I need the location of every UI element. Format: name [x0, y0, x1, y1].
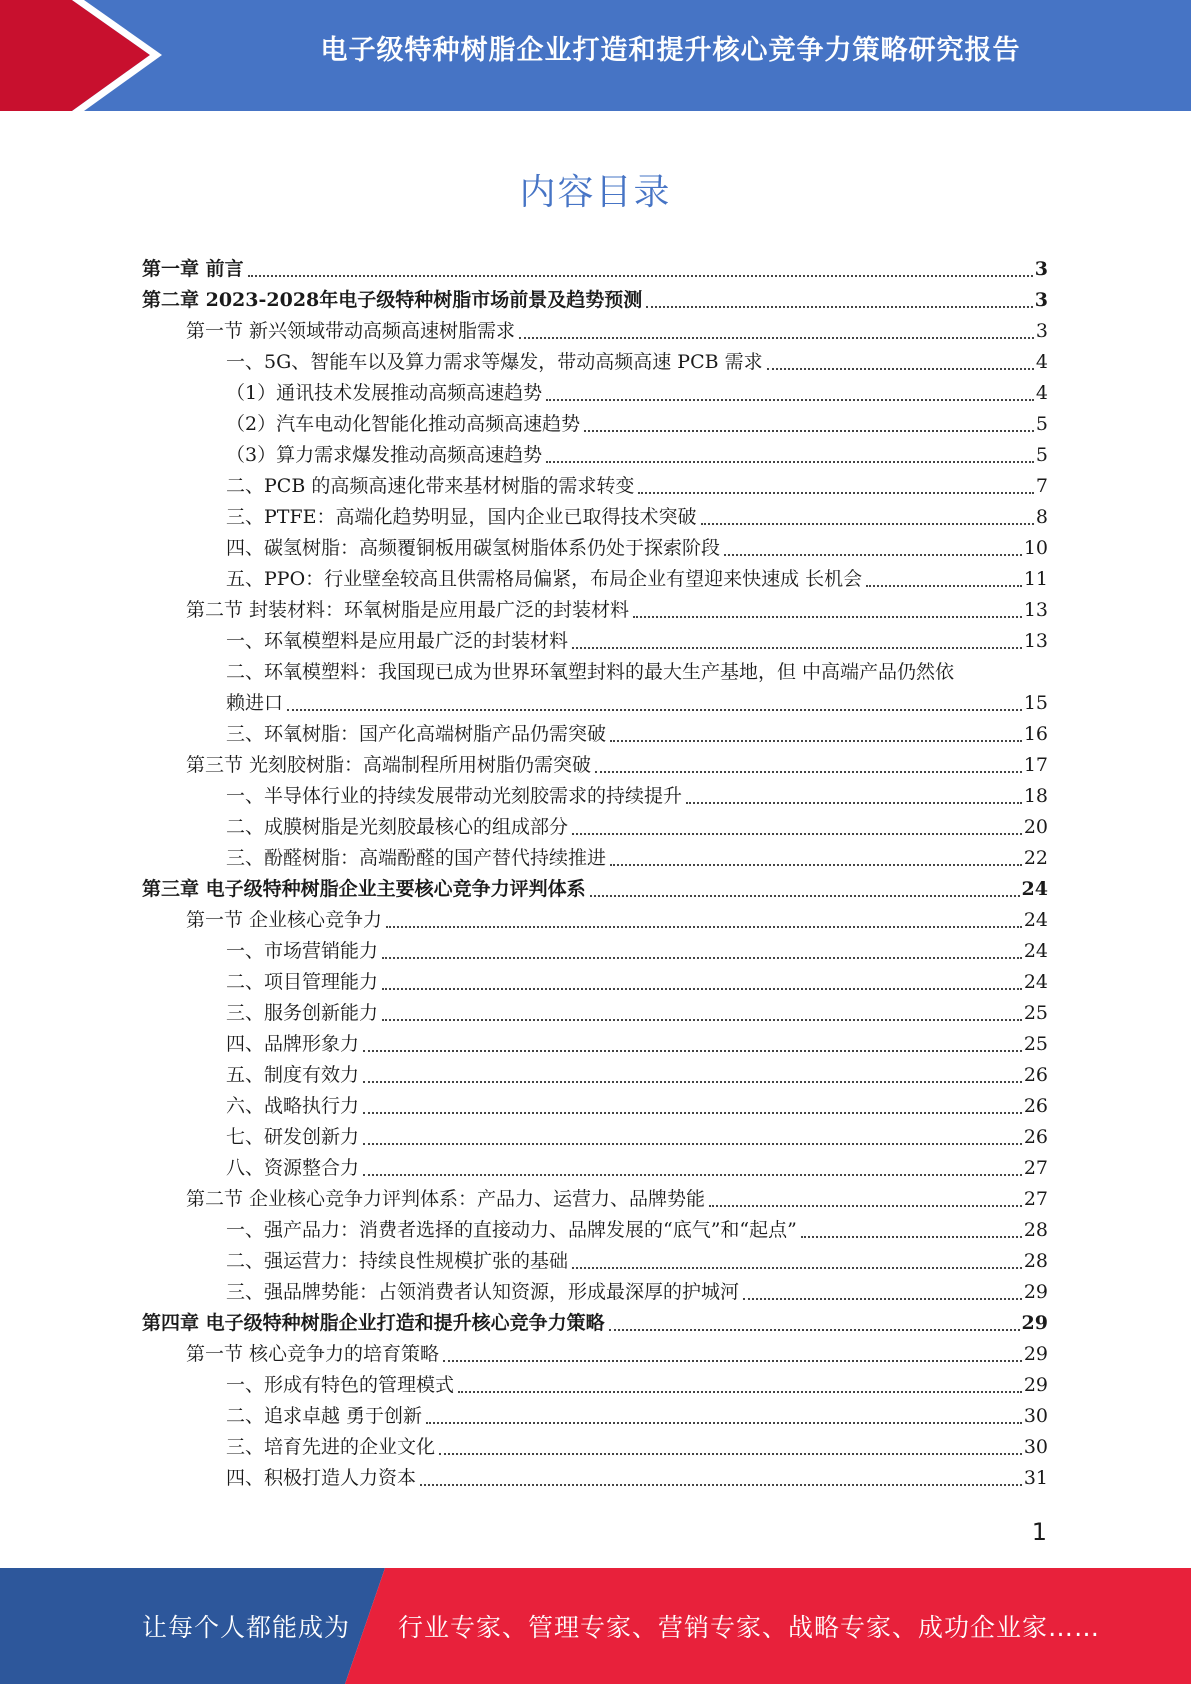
- toc-entry-label: 五、制度有效力: [226, 1064, 360, 1086]
- toc-entry-label: 三、服务创新能力: [226, 1002, 379, 1024]
- toc-entry[interactable]: [142, 719, 1048, 750]
- toc-leader-dots: [439, 1453, 1022, 1455]
- toc-entry-label: 六、战略执行力: [226, 1095, 360, 1117]
- toc-entry[interactable]: [142, 1308, 1048, 1339]
- toc-entry-page: 24: [1023, 909, 1048, 931]
- table-of-contents: [142, 254, 1048, 1494]
- toc-entry[interactable]: [142, 905, 1048, 936]
- toc-entry[interactable]: [142, 1370, 1048, 1401]
- toc-entry[interactable]: [142, 564, 1048, 595]
- toc-leader-dots: [443, 1360, 1022, 1362]
- toc-entry-page: 31: [1023, 1467, 1048, 1489]
- toc-entry[interactable]: [142, 626, 1048, 657]
- toc-entry-page: 13: [1023, 630, 1048, 652]
- toc-entry-label: 一、强产品力：消费者选择的直接动力、品牌发展的“底气”和“起点”: [226, 1219, 797, 1241]
- toc-entry-label: 第二节 企业核心竞争力评判体系：产品力、运营力、品牌势能: [186, 1188, 706, 1210]
- toc-leader-dots: [709, 1205, 1022, 1207]
- page-header: [0, 0, 1191, 111]
- toc-leader-dots: [363, 1174, 1022, 1176]
- toc-leader-dots: [546, 399, 1034, 401]
- toc-entry-label: 八、资源整合力: [226, 1157, 360, 1179]
- toc-entry-label: 一、形成有特色的管理模式: [226, 1374, 455, 1396]
- toc-entry-label: 三、PTFE：高端化趋势明显，国内企业已取得技术突破: [226, 506, 697, 528]
- toc-leader-dots: [546, 461, 1034, 463]
- toc-entry[interactable]: [142, 1215, 1048, 1246]
- toc-leader-dots: [572, 647, 1022, 649]
- toc-entry[interactable]: [142, 874, 1048, 905]
- toc-entry-label: 三、环氧树脂：国产化高端树脂产品仍需突破: [226, 723, 607, 745]
- toc-entry-label: 第三章 电子级特种树脂企业主要核心竞争力评判体系: [142, 878, 586, 900]
- toc-entry[interactable]: [142, 998, 1048, 1029]
- toc-entry[interactable]: [142, 533, 1048, 564]
- toc-entry-page: 28: [1023, 1250, 1048, 1272]
- toc-leader-dots: [646, 306, 1033, 308]
- toc-entry-page: 8: [1035, 506, 1048, 528]
- toc-entry-label: 三、强品牌势能：占领消费者认知资源，形成最深厚的护城河: [226, 1281, 740, 1303]
- toc-entry-page: 30: [1023, 1436, 1048, 1458]
- toc-leader-dots: [701, 523, 1034, 525]
- toc-entry-page: 7: [1035, 475, 1048, 497]
- toc-entry-page: 24: [1021, 878, 1048, 900]
- toc-leader-dots: [426, 1422, 1022, 1424]
- toc-leader-dots: [590, 895, 1020, 897]
- toc-leader-dots: [458, 1391, 1022, 1393]
- toc-entry-page: 3: [1034, 289, 1048, 311]
- toc-entry-page: 4: [1035, 351, 1048, 373]
- footer-slogan-left: 让每个人都能成为: [142, 1613, 351, 1642]
- toc-leader-dots: [363, 1081, 1022, 1083]
- report-title: 电子级特种树脂企业打造和提升核心竞争力策略研究报告: [320, 35, 1021, 66]
- toc-entry[interactable]: [142, 781, 1048, 812]
- toc-entry-label: 四、品牌形象力: [226, 1033, 360, 1055]
- toc-entry-label: （3）算力需求爆发推动高频高速趋势: [226, 444, 543, 466]
- toc-leader-dots: [638, 492, 1034, 494]
- toc-entry-label: 赖进口: [226, 692, 284, 714]
- toc-entry-page: 15: [1023, 692, 1048, 714]
- toc-entry-page: 29: [1023, 1374, 1048, 1396]
- toc-entry-label: （1）通讯技术发展推动高频高速趋势: [226, 382, 543, 404]
- toc-entry-page: 3: [1035, 320, 1048, 342]
- toc-entry-label: 二、强运营力：持续良性规模扩张的基础: [226, 1250, 569, 1272]
- toc-entry-page: 29: [1023, 1343, 1048, 1365]
- toc-entry-page: 3: [1034, 258, 1048, 280]
- toc-leader-dots: [724, 554, 1022, 556]
- toc-leader-dots: [382, 1019, 1022, 1021]
- toc-leader-dots: [363, 1112, 1022, 1114]
- toc-leader-dots: [363, 1050, 1022, 1052]
- toc-entry[interactable]: [142, 1060, 1048, 1091]
- toc-leader-dots: [767, 368, 1034, 370]
- toc-entry[interactable]: [142, 440, 1048, 471]
- toc-entry[interactable]: [142, 812, 1048, 843]
- toc-entry[interactable]: [142, 657, 1048, 688]
- page-number: 1: [1031, 1518, 1047, 1546]
- page-footer: [0, 1568, 1191, 1684]
- toc-entry-label: 五、PPO：行业壁垒较高且供需格局偏紧，布局企业有望迎来快速成 长机会: [226, 568, 863, 590]
- toc-entry[interactable]: [142, 1153, 1048, 1184]
- toc-entry-page: 26: [1023, 1064, 1048, 1086]
- toc-entry-page: 29: [1021, 1312, 1048, 1334]
- toc-entry[interactable]: [142, 254, 1048, 285]
- toc-entry-page: 16: [1023, 723, 1048, 745]
- toc-leader-dots: [382, 988, 1022, 990]
- toc-leader-dots: [386, 926, 1022, 928]
- toc-entry[interactable]: [142, 1463, 1048, 1494]
- toc-entry[interactable]: [142, 285, 1048, 316]
- toc-entry-label: 第一节 新兴领域带动高频高速树脂需求: [186, 320, 516, 342]
- toc-entry[interactable]: [142, 595, 1048, 626]
- toc-entry-label: 第四章 电子级特种树脂企业打造和提升核心竞争力策略: [142, 1312, 605, 1334]
- toc-entry-label: 一、市场营销能力: [226, 940, 379, 962]
- toc-entry-label: 第二章 2023-2028年电子级特种树脂市场前景及趋势预测: [142, 289, 643, 311]
- toc-entry-label: 三、酚醛树脂：高端酚醛的国产替代持续推进: [226, 847, 607, 869]
- toc-entry-page: 5: [1035, 444, 1048, 466]
- toc-entry-label: 二、环氧模塑料：我国现已成为世界环氧塑封料的最大生产基地，但 中高端产品仍然依: [226, 661, 955, 683]
- toc-entry-page: 17: [1023, 754, 1048, 776]
- toc-leader-dots: [609, 1329, 1020, 1331]
- toc-entry-page: 25: [1023, 1033, 1048, 1055]
- toc-entry[interactable]: [142, 1029, 1048, 1060]
- toc-leader-dots: [572, 1267, 1022, 1269]
- toc-leader-dots: [363, 1143, 1022, 1145]
- toc-entry[interactable]: [142, 1091, 1048, 1122]
- toc-entry[interactable]: [142, 967, 1048, 998]
- toc-entry-label: 第一节 企业核心竞争力: [186, 909, 383, 931]
- toc-entry[interactable]: [142, 409, 1048, 440]
- toc-entry-label: 第一节 核心竞争力的培育策略: [186, 1343, 440, 1365]
- toc-entry-page: 30: [1023, 1405, 1048, 1427]
- toc-entry-label: 四、积极打造人力资本: [226, 1467, 417, 1489]
- toc-entry-page: 11: [1023, 568, 1048, 590]
- toc-leader-dots: [610, 740, 1022, 742]
- toc-entry[interactable]: [142, 347, 1048, 378]
- toc-entry-label: 二、成膜树脂是光刻胶最核心的组成部分: [226, 816, 569, 838]
- toc-entry-page: 26: [1023, 1095, 1048, 1117]
- toc-entry[interactable]: [142, 1246, 1048, 1277]
- toc-entry[interactable]: [142, 1122, 1048, 1153]
- toc-entry[interactable]: [142, 316, 1048, 347]
- toc-entry[interactable]: [142, 750, 1048, 781]
- toc-entry[interactable]: [142, 1401, 1048, 1432]
- toc-entry[interactable]: [142, 378, 1048, 409]
- toc-entry-page: 27: [1023, 1157, 1048, 1179]
- toc-entry-page: 20: [1023, 816, 1048, 838]
- toc-entry[interactable]: [142, 843, 1048, 874]
- toc-entry[interactable]: [142, 688, 1048, 719]
- toc-entry[interactable]: [142, 1339, 1048, 1370]
- toc-entry-page: 18: [1023, 785, 1048, 807]
- footer-slogan-right: 行业专家、管理专家、营销专家、战略专家、成功企业家……: [398, 1613, 1101, 1642]
- toc-entry[interactable]: [142, 471, 1048, 502]
- toc-leader-dots: [633, 616, 1022, 618]
- toc-entry-page: 4: [1035, 382, 1048, 404]
- toc-entry-label: 三、培育先进的企业文化: [226, 1436, 436, 1458]
- toc-leader-dots: [743, 1298, 1022, 1300]
- toc-entry[interactable]: [142, 1432, 1048, 1463]
- toc-leader-dots: [686, 802, 1022, 804]
- toc-entry-page: 10: [1023, 537, 1048, 559]
- toc-leader-dots: [519, 337, 1034, 339]
- toc-leader-dots: [801, 1236, 1022, 1238]
- toc-entry-page: 27: [1023, 1188, 1048, 1210]
- toc-leader-dots: [420, 1484, 1022, 1486]
- toc-entry-page: 28: [1023, 1219, 1048, 1241]
- toc-entry-label: 一、半导体行业的持续发展带动光刻胶需求的持续提升: [226, 785, 683, 807]
- toc-leader-dots: [382, 957, 1022, 959]
- toc-leader-dots: [572, 833, 1022, 835]
- toc-entry-label: 二、追求卓越 勇于创新: [226, 1405, 423, 1427]
- toc-entry[interactable]: [142, 1277, 1048, 1308]
- toc-entry-label: 四、碳氢树脂：高频覆铜板用碳氢树脂体系仍处于探索阶段: [226, 537, 721, 559]
- toc-entry[interactable]: [142, 936, 1048, 967]
- toc-entry-label: 一、5G、智能车以及算力需求等爆发，带动高频高速 PCB 需求: [226, 351, 763, 373]
- toc-entry-label: 第一章 前言: [142, 258, 244, 280]
- toc-leader-dots: [287, 709, 1022, 711]
- toc-leader-dots: [866, 585, 1022, 587]
- toc-leader-dots: [248, 275, 1033, 277]
- toc-entry-label: 二、项目管理能力: [226, 971, 379, 993]
- toc-entry-page: 29: [1023, 1281, 1048, 1303]
- toc-entry-page: 26: [1023, 1126, 1048, 1148]
- toc-entry-page: 24: [1023, 940, 1048, 962]
- toc-leader-dots: [610, 864, 1022, 866]
- toc-entry-label: 第三节 光刻胶树脂：高端制程所用树脂仍需突破: [186, 754, 592, 776]
- toc-entry-page: 13: [1023, 599, 1048, 621]
- toc-entry[interactable]: [142, 502, 1048, 533]
- toc-leader-dots: [584, 430, 1034, 432]
- toc-entry-page: 25: [1023, 1002, 1048, 1024]
- toc-entry-label: 一、环氧模塑料是应用最广泛的封装材料: [226, 630, 569, 652]
- toc-heading: 内容目录: [519, 172, 672, 213]
- toc-entry-label: （2）汽车电动化智能化推动高频高速趋势: [226, 413, 581, 435]
- toc-entry-label: 第二节 封装材料：环氧树脂是应用最广泛的封装材料: [186, 599, 630, 621]
- toc-entry-label: 二、PCB 的高频高速化带来基材树脂的需求转变: [226, 475, 635, 497]
- toc-entry-label: 七、研发创新力: [226, 1126, 360, 1148]
- toc-entry[interactable]: [142, 1184, 1048, 1215]
- toc-entry-page: 5: [1035, 413, 1048, 435]
- toc-leader-dots: [595, 771, 1022, 773]
- toc-entry-page: 22: [1023, 847, 1048, 869]
- toc-entry-page: 24: [1023, 971, 1048, 993]
